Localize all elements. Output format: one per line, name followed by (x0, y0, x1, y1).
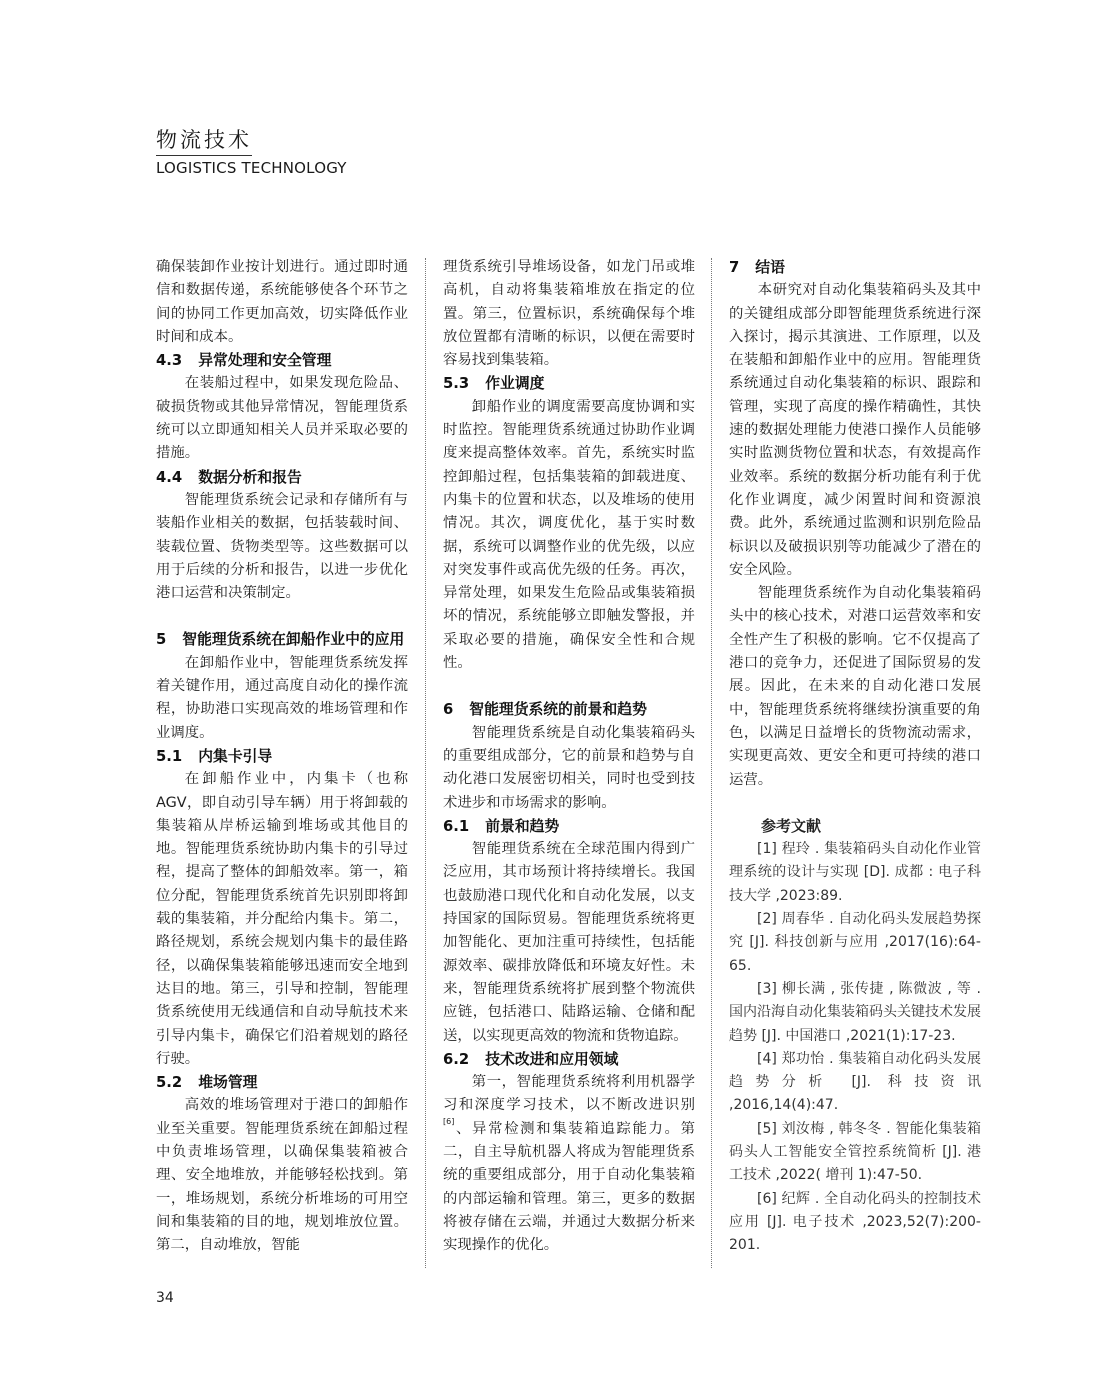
section-heading-5-1: 5.1 内集卡引导 (156, 747, 273, 765)
reference-item: [4] 郑功怡 . 集装箱自动化码头发展趋势分析 [J]. 科技资讯 ,2016,14(4):47. (729, 1050, 981, 1114)
journal-title-cn: 物流技术 (156, 124, 252, 156)
citation-ref: [6] (443, 1116, 455, 1126)
paragraph: 高效的堆场管理对于港口的卸船作业至关重要。智能理货系统在卸船过程中负责堆场管理，以确保集装箱被合理、安全地堆放，并能够轻松找到。第一，堆场规划，系统分析堆场的可用空间和集装箱的目的地，规划堆放位置。第二，自动堆放，智能 (156, 1097, 408, 1254)
section-heading-7: 7 结语 (729, 259, 785, 276)
text-column-1 (156, 256, 408, 1257)
paragraph: 智能理货系统会记录和存储所有与装船作业相关的数据，包括装载时间、装载位置、货物类型等。这些数据可以用于后续的分析和报告，以进一步优化港口运营和决策制定。 (156, 491, 408, 602)
paragraph: 第一，智能理货系统将利用机器学习和深度学习技术，以不断改进识别[6]、异常检测和集装箱追踪能力。第二，自主导航机器人将成为智能理货系统的重要组成部分，用于自动化集装箱的内部运输和管理。第三，更多的数据将被存储在云端，并通过大数据分析来实现操作的优化。 (443, 1074, 695, 1254)
column-divider (425, 258, 427, 1268)
page-number: 34 (156, 1290, 174, 1306)
paragraph: 智能理货系统在全球范围内得到广泛应用，其市场预计将持续增长。我国也鼓励港口现代化和自动化发展，以支持国家的国际贸易。智能理货系统将更加智能化、更加注重可持续性，包括能源效率、碳排放降低和环境友好性。未来，智能理货系统将扩展到整个物流供应链，包括港口、陆路运输、仓储和配送，以实现更高效的物流和货物追踪。 (443, 841, 695, 1044)
section-heading-4-3: 4.3 异常处理和安全管理 (156, 352, 332, 370)
reference-item: [2] 周春华 . 自动化码头发展趋势探究 [J]. 科技创新与应用 ,2017(16):64-65. (729, 911, 981, 974)
reference-item: [5] 刘汝梅 , 韩冬冬 . 智能化集装箱码头人工智能安全管控系统简析 [J]. 港工技术 ,2022( 增刊 1):47-50. (729, 1120, 981, 1184)
reference-item: [1] 程玲 . 集装箱码头自动化作业管理系统的设计与实现 [D]. 成都 : 电子科技大学 ,2023:89. (729, 841, 981, 904)
references-heading: 参考文献 (761, 816, 822, 835)
paragraph: 在卸船作业中，内集卡（也称AGV，即自动引导车辆）用于将卸载的集装箱从岸桥运输到堆场或其他目的地。智能理货系统协助内集卡的引导过程，提高了整体的卸船效率。第一，箱位分配，智能理货系统首先识别即将卸载的集装箱，并分配给内集卡。第二，路径规划，系统会规划内集卡的最佳路径，以确保集装箱能够迅速而安全地到达目的地。第三，引导和控制，智能理货系统使用无线通信和自动导航技术来引导内集卡，确保它们沿着规划的路径行驶。 (156, 771, 408, 1067)
section-heading-4-4: 4.4 数据分析和报告 (156, 468, 302, 486)
section-heading-6-2: 6.2 技术改进和应用领域 (443, 1050, 619, 1068)
paragraph: 确保装卸作业按计划进行。通过即时通信和数据传递，系统能够使各个环节之间的协同工作更加高效，切实降低作业时间和成本。 (156, 259, 408, 345)
section-heading-5-3: 5.3 作业调度 (443, 375, 545, 393)
journal-header (156, 124, 347, 177)
paragraph: 本研究对自动化集装箱码头及其中的关键组成部分即智能理货系统进行深入探讨，揭示其演进、工作原理，以及在装船和卸船作业中的应用。智能理货系统通过自动化集装箱的标识、跟踪和管理，实现了高度的操作精确性，其快速的数据处理能力使港口操作人员能够实时监测货物位置和状态，有效提高作业效率。系统的数据分析功能有利于优化作业调度，减少闲置时间和资源浪费。此外，系统通过监测和识别危险品标识以及破损识别等功能减少了潜在的安全风险。 (729, 282, 981, 578)
reference-item: [6] 纪辉 . 全自动化码头的控制技术应用 [J]. 电子技术 ,2023,52(7):200-201. (729, 1190, 981, 1254)
section-heading-5-2: 5.2 堆场管理 (156, 1074, 258, 1092)
section-heading-6-1: 6.1 前景和趋势 (443, 817, 560, 835)
section-heading-5: 5 智能理货系统在卸船作业中的应用 (156, 631, 405, 649)
text-column-3 (729, 256, 981, 1257)
reference-item: [3] 柳长满 , 张传捷 , 陈微波 , 等 . 国内沿海自动化集装箱码头关键技术发展趋势 [J]. 中国港口 ,2021(1):17-23. (729, 980, 981, 1044)
paragraph: 智能理货系统作为自动化集装箱码头中的核心技术，对港口运营效率和安全性产生了积极的影响。它不仅提高了港口的竞争力，还促进了国际贸易的发展。因此，在未来的自动化港口发展中，智能理货系统将继续扮演重要的角色，以满足日益增长的货物流动需求，实现更高效、更安全和更可持续的港口运营。 (729, 585, 981, 788)
paragraph: 智能理货系统是自动化集装箱码头的重要组成部分，它的前景和趋势与自动化港口发展密切相关，同时也受到技术进步和市场需求的影响。 (443, 724, 695, 811)
paragraph: 理货系统引导堆场设备，如龙门吊或堆高机，自动将集装箱堆放在指定的位置。第三，位置标识，系统确保每个堆放位置都有清晰的标识，以便在需要时容易找到集装箱。 (443, 259, 695, 369)
paragraph: 在卸船作业中，智能理货系统发挥着关键作用，通过高度自动化的操作流程，协助港口实现高效的堆场管理和作业调度。 (156, 654, 408, 741)
text-column-2 (443, 256, 695, 1257)
section-heading-6: 6 智能理货系统的前景和趋势 (443, 701, 647, 719)
journal-title-en: LOGISTICS TECHNOLOGY (156, 159, 347, 177)
paragraph: 卸船作业的调度需要高度协调和实时监控。智能理货系统通过协助作业调度来提高整体效率。首先，系统实时监控卸船过程，包括集装箱的卸载进度、内集卡的位置和状态，以及堆场的使用情况。其次，调度优化，基于实时数据，系统可以调整作业的优先级，以应对突发事件或高优先级的任务。再次，异常处理，如果发生危险品或集装箱损坏的情况，系统能够立即触发警报，并采取必要的措施，确保安全性和合规性。 (443, 398, 695, 672)
column-divider (711, 258, 713, 1268)
paragraph: 在装船过程中，如果发现危险品、破损货物或其他异常情况，智能理货系统可以立即通知相关人员并采取必要的措施。 (156, 375, 408, 462)
